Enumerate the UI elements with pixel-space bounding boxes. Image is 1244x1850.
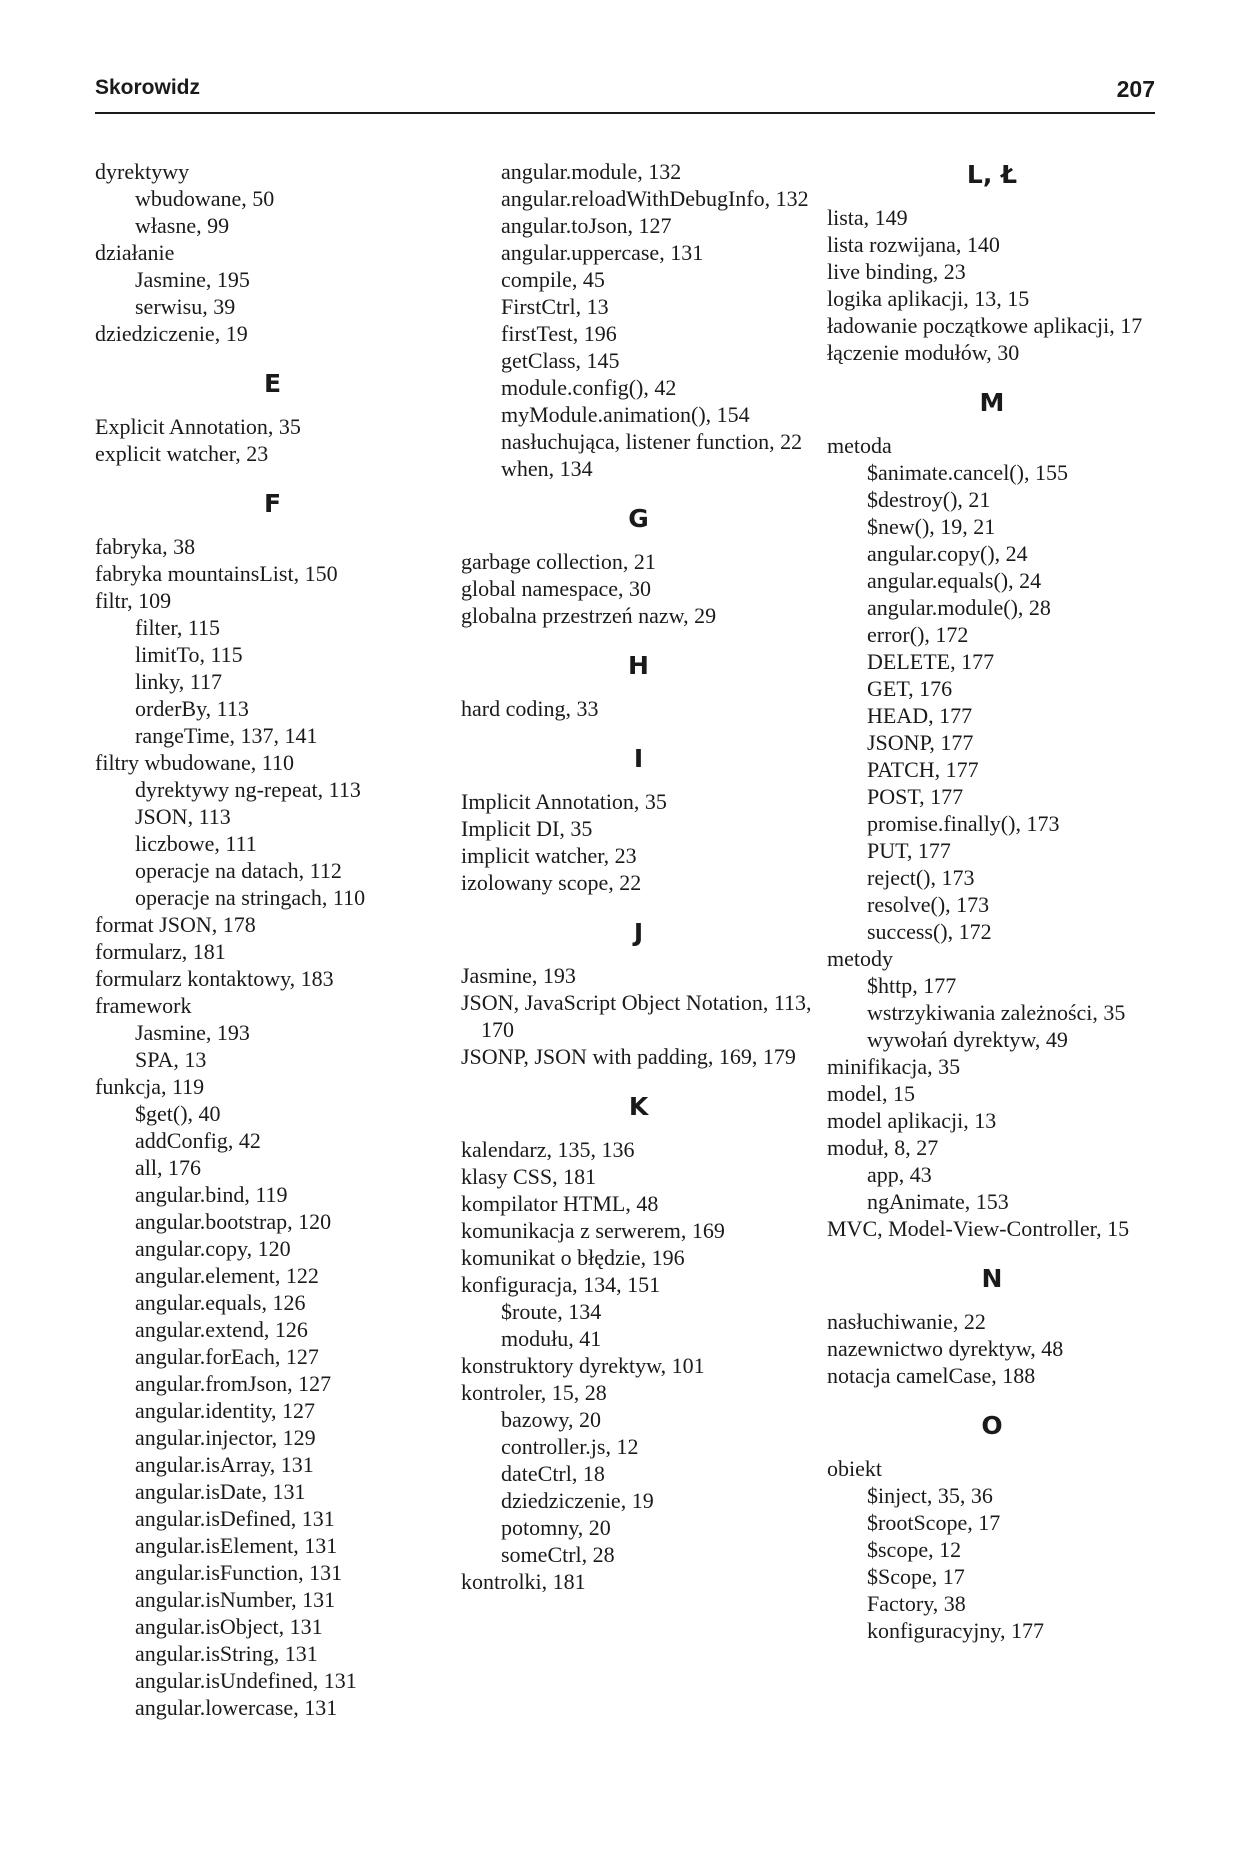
index-subentry: angular.lowercase, 131 <box>135 1695 338 1720</box>
index-entry: nazewnictwo dyrektyw, 48 <box>827 1336 1064 1361</box>
index-entry: funkcja, 119 <box>95 1074 205 1099</box>
index-subentry: resolve(), 173 <box>867 892 990 917</box>
index-subentry: angular.isDate, 131 <box>135 1479 306 1504</box>
index-entry: formularz kontaktowy, 183 <box>95 966 334 991</box>
index-subentry: myModule.animation(), 154 <box>501 402 750 427</box>
index-subentry: reject(), 173 <box>867 865 975 890</box>
index-subentry: angular.isArray, 131 <box>135 1452 314 1477</box>
index-subentry: POST, 177 <box>867 784 964 809</box>
section-letter-heading: L, Ł <box>966 160 1018 189</box>
page-header <box>95 72 1155 114</box>
index-subentry: $destroy(), 21 <box>867 487 991 512</box>
index-subentry: $scope, 12 <box>867 1537 962 1562</box>
index-entry: kalendarz, 135, 136 <box>461 1137 635 1162</box>
index-column-3 <box>827 158 1157 1644</box>
index-subentry: Factory, 38 <box>867 1591 966 1616</box>
index-entry-list <box>461 695 816 722</box>
index-entry: globalna przestrzeń nazw, 29 <box>461 603 717 628</box>
index-subentry: controller.js, 12 <box>501 1434 639 1459</box>
index-entry: logika aplikacji, 13, 15 <box>827 286 1030 311</box>
index-subentry: angular.equals, 126 <box>135 1290 306 1315</box>
index-entry: Jasmine, 193 <box>461 963 576 988</box>
index-entry: nasłuchiwanie, 22 <box>827 1309 986 1334</box>
section-letter-heading: H <box>628 651 649 680</box>
index-entry: lista, 149 <box>827 205 908 230</box>
index-entry: komunikat o błędzie, 196 <box>461 1245 685 1270</box>
index-entry-list <box>827 432 1157 1242</box>
index-subentry: angular.isObject, 131 <box>135 1614 323 1639</box>
index-subentry: SPA, 13 <box>135 1047 207 1072</box>
section-letter-heading: E <box>263 369 282 398</box>
page-number: 207 <box>1116 76 1155 102</box>
section-letter-heading: N <box>981 1264 1003 1293</box>
index-subentry: angular.isString, 131 <box>135 1641 318 1666</box>
index-subentry: angular.extend, 126 <box>135 1317 308 1342</box>
index-entry-list <box>95 158 450 347</box>
index-entry: global namespace, 30 <box>461 576 651 601</box>
index-entry: minifikacja, 35 <box>827 1054 961 1079</box>
index-subentry: ngAnimate, 153 <box>867 1189 1009 1214</box>
index-subentry: angular.bind, 119 <box>135 1182 288 1207</box>
index-entry: izolowany scope, 22 <box>461 870 642 895</box>
index-subentry: dyrektywy ng-repeat, 113 <box>135 777 361 802</box>
index-subentry: HEAD, 177 <box>867 703 973 728</box>
index-subentry: $inject, 35, 36 <box>867 1483 993 1508</box>
index-subentry: error(), 172 <box>867 622 969 647</box>
index-entry-list <box>95 413 450 467</box>
index-entry: filtry wbudowane, 110 <box>95 750 294 775</box>
index-entry: klasy CSS, 181 <box>461 1164 597 1189</box>
index-subentry: potomny, 20 <box>501 1515 611 1540</box>
index-subentry: liczbowe, 111 <box>135 831 257 856</box>
index-subentry: angular.copy, 120 <box>135 1236 291 1261</box>
index-subentry: module.config(), 42 <box>501 375 677 400</box>
index-subentry: angular.element, 122 <box>135 1263 319 1288</box>
index-subentry: dziedziczenie, 19 <box>501 1488 654 1513</box>
index-subentry: firstTest, 196 <box>501 321 617 346</box>
index-subentry: getClass, 145 <box>501 348 620 373</box>
index-subentry: $get(), 40 <box>135 1101 221 1126</box>
index-entry-list <box>461 548 816 629</box>
index-entry: metody <box>827 946 893 971</box>
index-column-1 <box>95 158 450 1721</box>
index-subentry: angular.isElement, 131 <box>135 1533 338 1558</box>
index-entry: ładowanie początkowe aplikacji, 17 <box>827 313 1143 338</box>
index-entry-list <box>461 962 816 1070</box>
index-column-2 <box>461 158 816 1595</box>
index-entry: łączenie modułów, 30 <box>827 340 1020 365</box>
index-subentry: promise.finally(), 173 <box>867 811 1060 836</box>
index-entry: dziedziczenie, 19 <box>95 321 248 346</box>
index-entry-list <box>461 1136 816 1595</box>
index-entry: konfiguracja, 134, 151 <box>461 1272 661 1297</box>
index-entry: garbage collection, 21 <box>461 549 656 574</box>
index-entry: formularz, 181 <box>95 939 226 964</box>
index-subentry: dateCtrl, 18 <box>501 1461 605 1486</box>
index-subentry: angular.isDefined, 131 <box>135 1506 335 1531</box>
section-letter-heading: J <box>633 918 644 947</box>
index-entry-list <box>461 158 816 482</box>
index-subentry: $new(), 19, 21 <box>867 514 996 539</box>
index-subentry: wstrzykiwania zależności, 35 <box>867 1000 1126 1025</box>
index-subentry: PATCH, 177 <box>867 757 979 782</box>
index-subentry: PUT, 177 <box>867 838 951 863</box>
index-entry: JSONP, JSON with padding, 169, 179 <box>461 1044 796 1069</box>
index-subentry: angular.reloadWithDebugInfo, 132 <box>501 186 809 211</box>
index-subentry: konfiguracyjny, 177 <box>867 1618 1044 1643</box>
index-entry: MVC, Model-View-Controller, 15 <box>827 1216 1130 1241</box>
index-subentry: filter, 115 <box>135 615 221 640</box>
index-subentry: all, 176 <box>135 1155 201 1180</box>
index-entry: Explicit Annotation, 35 <box>95 414 301 439</box>
index-subentry: angular.bootstrap, 120 <box>135 1209 332 1234</box>
index-subentry: angular.equals(), 24 <box>867 568 1042 593</box>
index-entry: live binding, 23 <box>827 259 966 284</box>
index-subentry: angular.fromJson, 127 <box>135 1371 332 1396</box>
section-letter-heading: I <box>633 744 644 773</box>
index-entry: kontroler, 15, 28 <box>461 1380 607 1405</box>
index-entry: filtr, 109 <box>95 588 172 613</box>
index-entry: kontrolki, 181 <box>461 1569 586 1594</box>
index-subentry: $animate.cancel(), 155 <box>867 460 1068 485</box>
index-entry: JSON, JavaScript Object Notation, 113, 170 <box>461 990 812 1042</box>
index-subentry: FirstCtrl, 13 <box>501 294 609 319</box>
index-entry-list <box>461 788 816 896</box>
index-subentry: Jasmine, 195 <box>135 267 250 292</box>
index-subentry: angular.copy(), 24 <box>867 541 1028 566</box>
index-entry-list <box>827 1308 1157 1389</box>
index-entry: kompilator HTML, 48 <box>461 1191 659 1216</box>
index-subentry: GET, 176 <box>867 676 953 701</box>
index-subentry: serwisu, 39 <box>135 294 236 319</box>
index-subentry: angular.uppercase, 131 <box>501 240 704 265</box>
index-subentry: when, 134 <box>501 456 593 481</box>
index-entry: explicit watcher, 23 <box>95 441 269 466</box>
index-subentry: angular.injector, 129 <box>135 1425 316 1450</box>
index-subentry: angular.module, 132 <box>501 159 682 184</box>
section-letter-heading: O <box>981 1411 1003 1440</box>
index-subentry: modułu, 41 <box>501 1326 602 1351</box>
index-entry: komunikacja z serwerem, 169 <box>461 1218 725 1243</box>
index-subentry: własne, 99 <box>135 213 230 238</box>
section-letter-heading: M <box>979 388 1005 417</box>
index-subentry: operacje na stringach, 110 <box>135 885 366 910</box>
index-subentry: success(), 172 <box>867 919 992 944</box>
index-subentry: JSON, 113 <box>135 804 231 829</box>
index-subentry: orderBy, 113 <box>135 696 249 721</box>
section-letter-heading: F <box>263 489 282 518</box>
index-entry: fabryka mountainsList, 150 <box>95 561 338 586</box>
index-entry: hard coding, 33 <box>461 696 599 721</box>
index-subentry: app, 43 <box>867 1162 932 1187</box>
index-entry: moduł, 8, 27 <box>827 1135 939 1160</box>
index-entry: lista rozwijana, 140 <box>827 232 1000 257</box>
index-entry: dyrektywy <box>95 159 190 184</box>
index-subentry: angular.isUndefined, 131 <box>135 1668 357 1693</box>
index-entry: format JSON, 178 <box>95 912 256 937</box>
index-entry: Implicit Annotation, 35 <box>461 789 667 814</box>
index-entry-list <box>827 204 1157 366</box>
index-entry-list <box>95 533 450 1721</box>
index-subentry: $route, 134 <box>501 1299 602 1324</box>
index-subentry: compile, 45 <box>501 267 605 292</box>
index-entry-list <box>827 1455 1157 1644</box>
index-subentry: rangeTime, 137, 141 <box>135 723 318 748</box>
index-subentry: addConfig, 42 <box>135 1128 261 1153</box>
index-subentry: angular.isNumber, 131 <box>135 1587 336 1612</box>
index-subentry: bazowy, 20 <box>501 1407 601 1432</box>
index-subentry: wbudowane, 50 <box>135 186 275 211</box>
index-subentry: $http, 177 <box>867 973 957 998</box>
index-entry: konstruktory dyrektyw, 101 <box>461 1353 705 1378</box>
index-subentry: $Scope, 17 <box>867 1564 965 1589</box>
index-subentry: JSONP, 177 <box>867 730 974 755</box>
index-entry: obiekt <box>827 1456 882 1481</box>
index-subentry: limitTo, 115 <box>135 642 243 667</box>
index-entry: framework <box>95 993 192 1018</box>
index-subentry: DELETE, 177 <box>867 649 995 674</box>
index-subentry: angular.isFunction, 131 <box>135 1560 343 1585</box>
index-subentry: linky, 117 <box>135 669 222 694</box>
running-title: Skorowidz <box>95 76 201 99</box>
section-letter-heading: K <box>628 1092 649 1121</box>
index-subentry: angular.identity, 127 <box>135 1398 316 1423</box>
index-subentry: Jasmine, 193 <box>135 1020 250 1045</box>
index-subentry: $rootScope, 17 <box>867 1510 1001 1535</box>
index-entry: metoda <box>827 433 892 458</box>
index-subentry: angular.forEach, 127 <box>135 1344 319 1369</box>
section-letter-heading: G <box>628 504 649 533</box>
index-entry: model aplikacji, 13 <box>827 1108 997 1133</box>
index-subentry: wywołań dyrektyw, 49 <box>867 1027 1068 1052</box>
index-subentry: someCtrl, 28 <box>501 1542 615 1567</box>
index-subentry: operacje na datach, 112 <box>135 858 342 883</box>
index-subentry: angular.module(), 28 <box>867 595 1051 620</box>
index-subentry: nasłuchująca, listener function, 22 <box>501 429 803 454</box>
index-entry: notacja camelCase, 188 <box>827 1363 1036 1388</box>
index-entry: Implicit DI, 35 <box>461 816 593 841</box>
index-entry: działanie <box>95 240 175 265</box>
index-entry: implicit watcher, 23 <box>461 843 637 868</box>
index-subentry: angular.toJson, 127 <box>501 213 672 238</box>
index-entry: model, 15 <box>827 1081 915 1106</box>
index-entry: fabryka, 38 <box>95 534 196 559</box>
